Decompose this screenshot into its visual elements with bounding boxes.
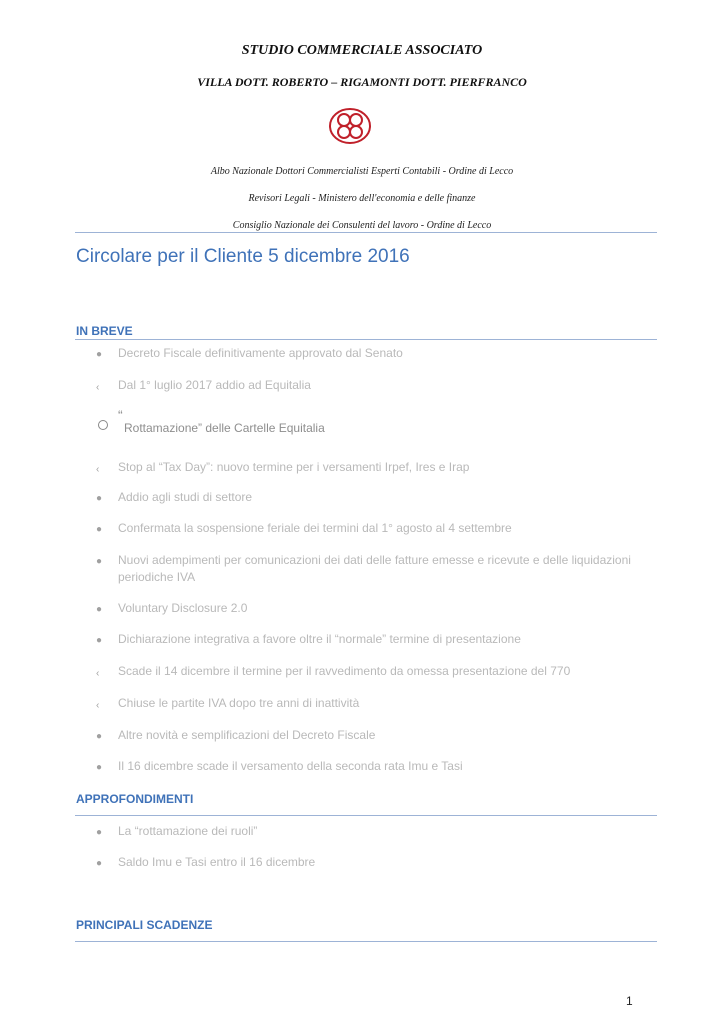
bullet-circle-icon <box>98 420 108 430</box>
list-item: Nuovi adempimenti per comunicazioni dei dati delle fatture emesse e ricevute e delle liquidazioni periodiche IVA <box>118 553 631 584</box>
bullet-icon: ‹ <box>96 464 100 475</box>
bullet-icon: ● <box>96 762 103 773</box>
section-divider <box>75 339 657 340</box>
section-divider <box>75 815 657 816</box>
list-item: Saldo Imu e Tasi entro il 16 dicembre <box>118 855 316 869</box>
section-divider <box>75 941 657 942</box>
bullet-icon: ‹ <box>96 382 100 393</box>
section-heading-approfondimenti: APPROFONDIMENTI <box>76 792 194 806</box>
list-item: Voluntary Disclosure 2.0 <box>118 601 248 615</box>
registration-revisori: Revisori Legali - Ministero dell'economia e delle finanze <box>248 193 476 204</box>
registration-consulenti: Consiglio Nazionale dei Consulenti del lavoro - Ordine di Lecco <box>232 220 492 231</box>
page-number: 1 <box>626 994 633 1008</box>
list-item: Dal 1° luglio 2017 addio ad Equitalia <box>118 378 311 392</box>
header-divider <box>75 232 657 233</box>
order-logo-icon <box>327 105 373 147</box>
list-item: Il 16 dicembre scade il versamento della seconda rata Imu e Tasi <box>118 759 463 773</box>
list-item: Chiuse le partite IVA dopo tre anni di inattività <box>118 696 360 710</box>
bullet-icon: ● <box>96 349 103 360</box>
section-heading-principali-scadenze: PRINCIPALI SCADENZE <box>76 918 213 932</box>
bullet-icon: ‹ <box>96 700 100 711</box>
list-item: Confermata la sospensione feriale dei termini dal 1° agosto al 4 settembre <box>118 521 512 535</box>
bullet-icon: ● <box>96 556 103 567</box>
list-item: La “rottamazione dei ruoli” <box>118 824 258 838</box>
document-title: Circolare per il Cliente 5 dicembre 2016 <box>76 246 410 267</box>
list-item-quote: “ <box>118 407 123 423</box>
bullet-icon: ● <box>96 731 103 742</box>
bullet-icon: ● <box>96 604 103 615</box>
section-heading-in-breve: IN BREVE <box>76 324 133 338</box>
list-item: Decreto Fiscale definitivamente approvato dal Senato <box>118 346 403 360</box>
list-item: Addio agli studi di settore <box>118 490 253 504</box>
list-item: Stop al “Tax Day”: nuovo termine per i versamenti Irpef, Ires e Irap <box>118 460 470 474</box>
bullet-icon: ● <box>96 827 103 838</box>
list-item: Scade il 14 dicembre il termine per il ravvedimento da omessa presentazione del 770 <box>118 664 571 678</box>
studio-name: STUDIO COMMERCIALE ASSOCIATO <box>241 43 483 58</box>
list-item: Rottamazione” delle Cartelle Equitalia <box>124 421 325 435</box>
registration-albo: Albo Nazionale Dottori Commercialisti Esperti Contabili - Ordine di Lecco <box>210 166 514 177</box>
list-item: Altre novità e semplificazioni del Decreto Fiscale <box>118 728 376 742</box>
list-item: Dichiarazione integrativa a favore oltre il “normale” termine di presentazione <box>118 632 521 646</box>
bullet-icon: ● <box>96 858 103 869</box>
bullet-icon: ‹ <box>96 668 100 679</box>
bullet-icon: ● <box>96 635 103 646</box>
bullet-icon: ● <box>96 524 103 535</box>
bullet-icon: ● <box>96 493 103 504</box>
partners-line: VILLA DOTT. ROBERTO – RIGAMONTI DOTT. PIERFRANCO <box>197 75 527 89</box>
